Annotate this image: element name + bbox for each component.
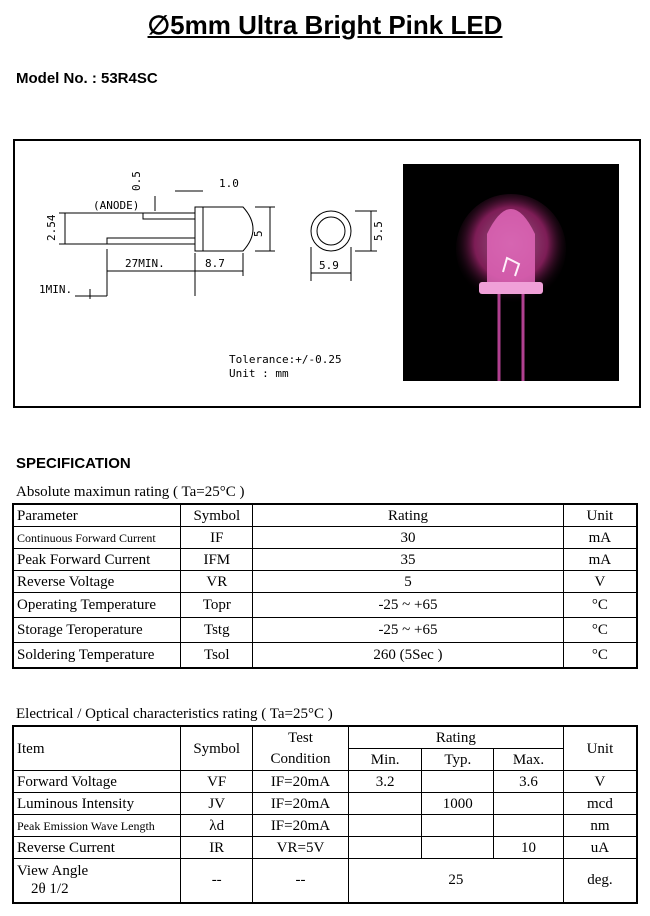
view-angle-label: View Angle [17, 863, 89, 880]
typ-cell [422, 771, 494, 793]
dim-0-5: 0.5 [130, 171, 143, 191]
absolute-max-table [12, 503, 638, 669]
typ-cell [422, 815, 494, 837]
figure-panel [13, 139, 641, 408]
unit-cell: mcd [563, 793, 637, 815]
header-unit: Unit [563, 504, 637, 527]
table-row [13, 815, 637, 837]
parameter-cell: Continuous Forward Current [13, 527, 181, 549]
unit-cell: V [563, 571, 637, 593]
parameter-cell: Operating Temperature [13, 593, 181, 618]
anode-label: (ANODE) [93, 199, 140, 212]
item-cell: Luminous Intensity [13, 793, 181, 815]
symbol-cell: IFM [181, 549, 253, 571]
parameter-cell: Soldering Temperature [13, 643, 181, 668]
page-title: ∅5mm Ultra Bright Pink LED [147, 10, 503, 40]
electrical-optical-table [12, 725, 638, 904]
model-number: Model No. : 53R4SC [16, 70, 158, 87]
absolute-max-caption: Absolute maximun rating ( Ta=25°C ) [16, 484, 245, 500]
unit-cell: mA [563, 527, 637, 549]
parameter-cell: Storage Teroperature [13, 618, 181, 643]
parameter-cell: Reverse Voltage [13, 571, 181, 593]
dim-8-7: 8.7 [205, 257, 225, 270]
specification-heading: SPECIFICATION [16, 455, 131, 472]
parameter-cell: Peak Forward Current [13, 549, 181, 571]
table-row [13, 837, 637, 859]
unit-cell: °C [563, 643, 637, 668]
header-symbol: Symbol [181, 504, 253, 527]
typ-cell: 1000 [422, 793, 494, 815]
view-angle-sub-label: 2θ 1/2 [31, 881, 69, 898]
header-typ: Typ. [422, 749, 494, 771]
symbol-cell: VR [181, 571, 253, 593]
rating-cell: 25 [348, 859, 563, 903]
item-cell [13, 859, 181, 903]
symbol-cell: -- [181, 859, 253, 903]
table-header-row [13, 726, 637, 749]
symbol-cell: Tstg [181, 618, 253, 643]
pink-led-image [403, 164, 619, 381]
unit-cell: mA [563, 549, 637, 571]
header-symbol: Symbol [181, 726, 253, 771]
dim-5-5: 5.5 [372, 221, 385, 241]
item-cell: Forward Voltage [13, 771, 181, 793]
unit-cell: deg. [563, 859, 637, 903]
header-test: Test [253, 726, 349, 749]
header-parameter: Parameter [13, 504, 181, 527]
unit-cell: V [563, 771, 637, 793]
table-row [13, 793, 637, 815]
condition-cell: IF=20mA [253, 793, 349, 815]
symbol-cell: Tsol [181, 643, 253, 668]
table-row [13, 549, 637, 571]
symbol-cell: JV [181, 793, 253, 815]
min-cell [348, 793, 422, 815]
dim-1-0: 1.0 [219, 177, 239, 190]
table-row [13, 618, 637, 643]
table-row [13, 771, 637, 793]
rating-cell: 35 [253, 549, 564, 571]
typ-cell [422, 837, 494, 859]
header-min: Min. [348, 749, 422, 771]
dim-5: 5 [252, 230, 265, 237]
symbol-cell: IF [181, 527, 253, 549]
header-item: Item [13, 726, 181, 771]
rating-cell: -25 ~ +65 [253, 593, 564, 618]
unit-cell: °C [563, 593, 637, 618]
rating-cell: 260 (5Sec ) [253, 643, 564, 668]
unit-cell: nm [563, 815, 637, 837]
item-cell: Reverse Current [13, 837, 181, 859]
condition-cell: IF=20mA [253, 771, 349, 793]
table-row [13, 571, 637, 593]
dim-2-54: 2.54 [45, 214, 58, 241]
condition-cell: -- [253, 859, 349, 903]
rating-cell: 30 [253, 527, 564, 549]
condition-cell: IF=20mA [253, 815, 349, 837]
dim-5-9: 5.9 [319, 259, 339, 272]
table-row [13, 643, 637, 668]
table-header-row [13, 504, 637, 527]
item-cell: Peak Emission Wave Length [13, 815, 181, 837]
max-cell [494, 815, 564, 837]
symbol-cell: λd [181, 815, 253, 837]
symbol-cell: Topr [181, 593, 253, 618]
max-cell: 3.6 [494, 771, 564, 793]
condition-cell: VR=5V [253, 837, 349, 859]
header-rating: Rating [253, 504, 564, 527]
unit-note: Unit : mm [229, 367, 289, 380]
min-cell [348, 815, 422, 837]
header-max: Max. [494, 749, 564, 771]
symbol-cell: VF [181, 771, 253, 793]
header-rating: Rating [348, 726, 563, 749]
rating-cell: -25 ~ +65 [253, 618, 564, 643]
table-row [13, 593, 637, 618]
symbol-cell: IR [181, 837, 253, 859]
header-condition: Condition [253, 749, 349, 771]
min-cell [348, 837, 422, 859]
max-cell: 10 [494, 837, 564, 859]
rating-cell: 5 [253, 571, 564, 593]
max-cell [494, 793, 564, 815]
unit-cell: uA [563, 837, 637, 859]
table-row-view-angle [13, 859, 637, 903]
header-unit: Unit [563, 726, 637, 771]
dim-27min: 27MIN. [125, 257, 165, 270]
led-photo [403, 164, 619, 381]
min-cell: 3.2 [348, 771, 422, 793]
electrical-optical-caption: Electrical / Optical characteristics rating ( Ta=25°C ) [16, 706, 333, 722]
unit-cell: °C [563, 618, 637, 643]
dim-1min: 1MIN. [39, 283, 73, 296]
tolerance-note: Tolerance:+/-0.25 [229, 353, 342, 366]
table-row [13, 527, 637, 549]
